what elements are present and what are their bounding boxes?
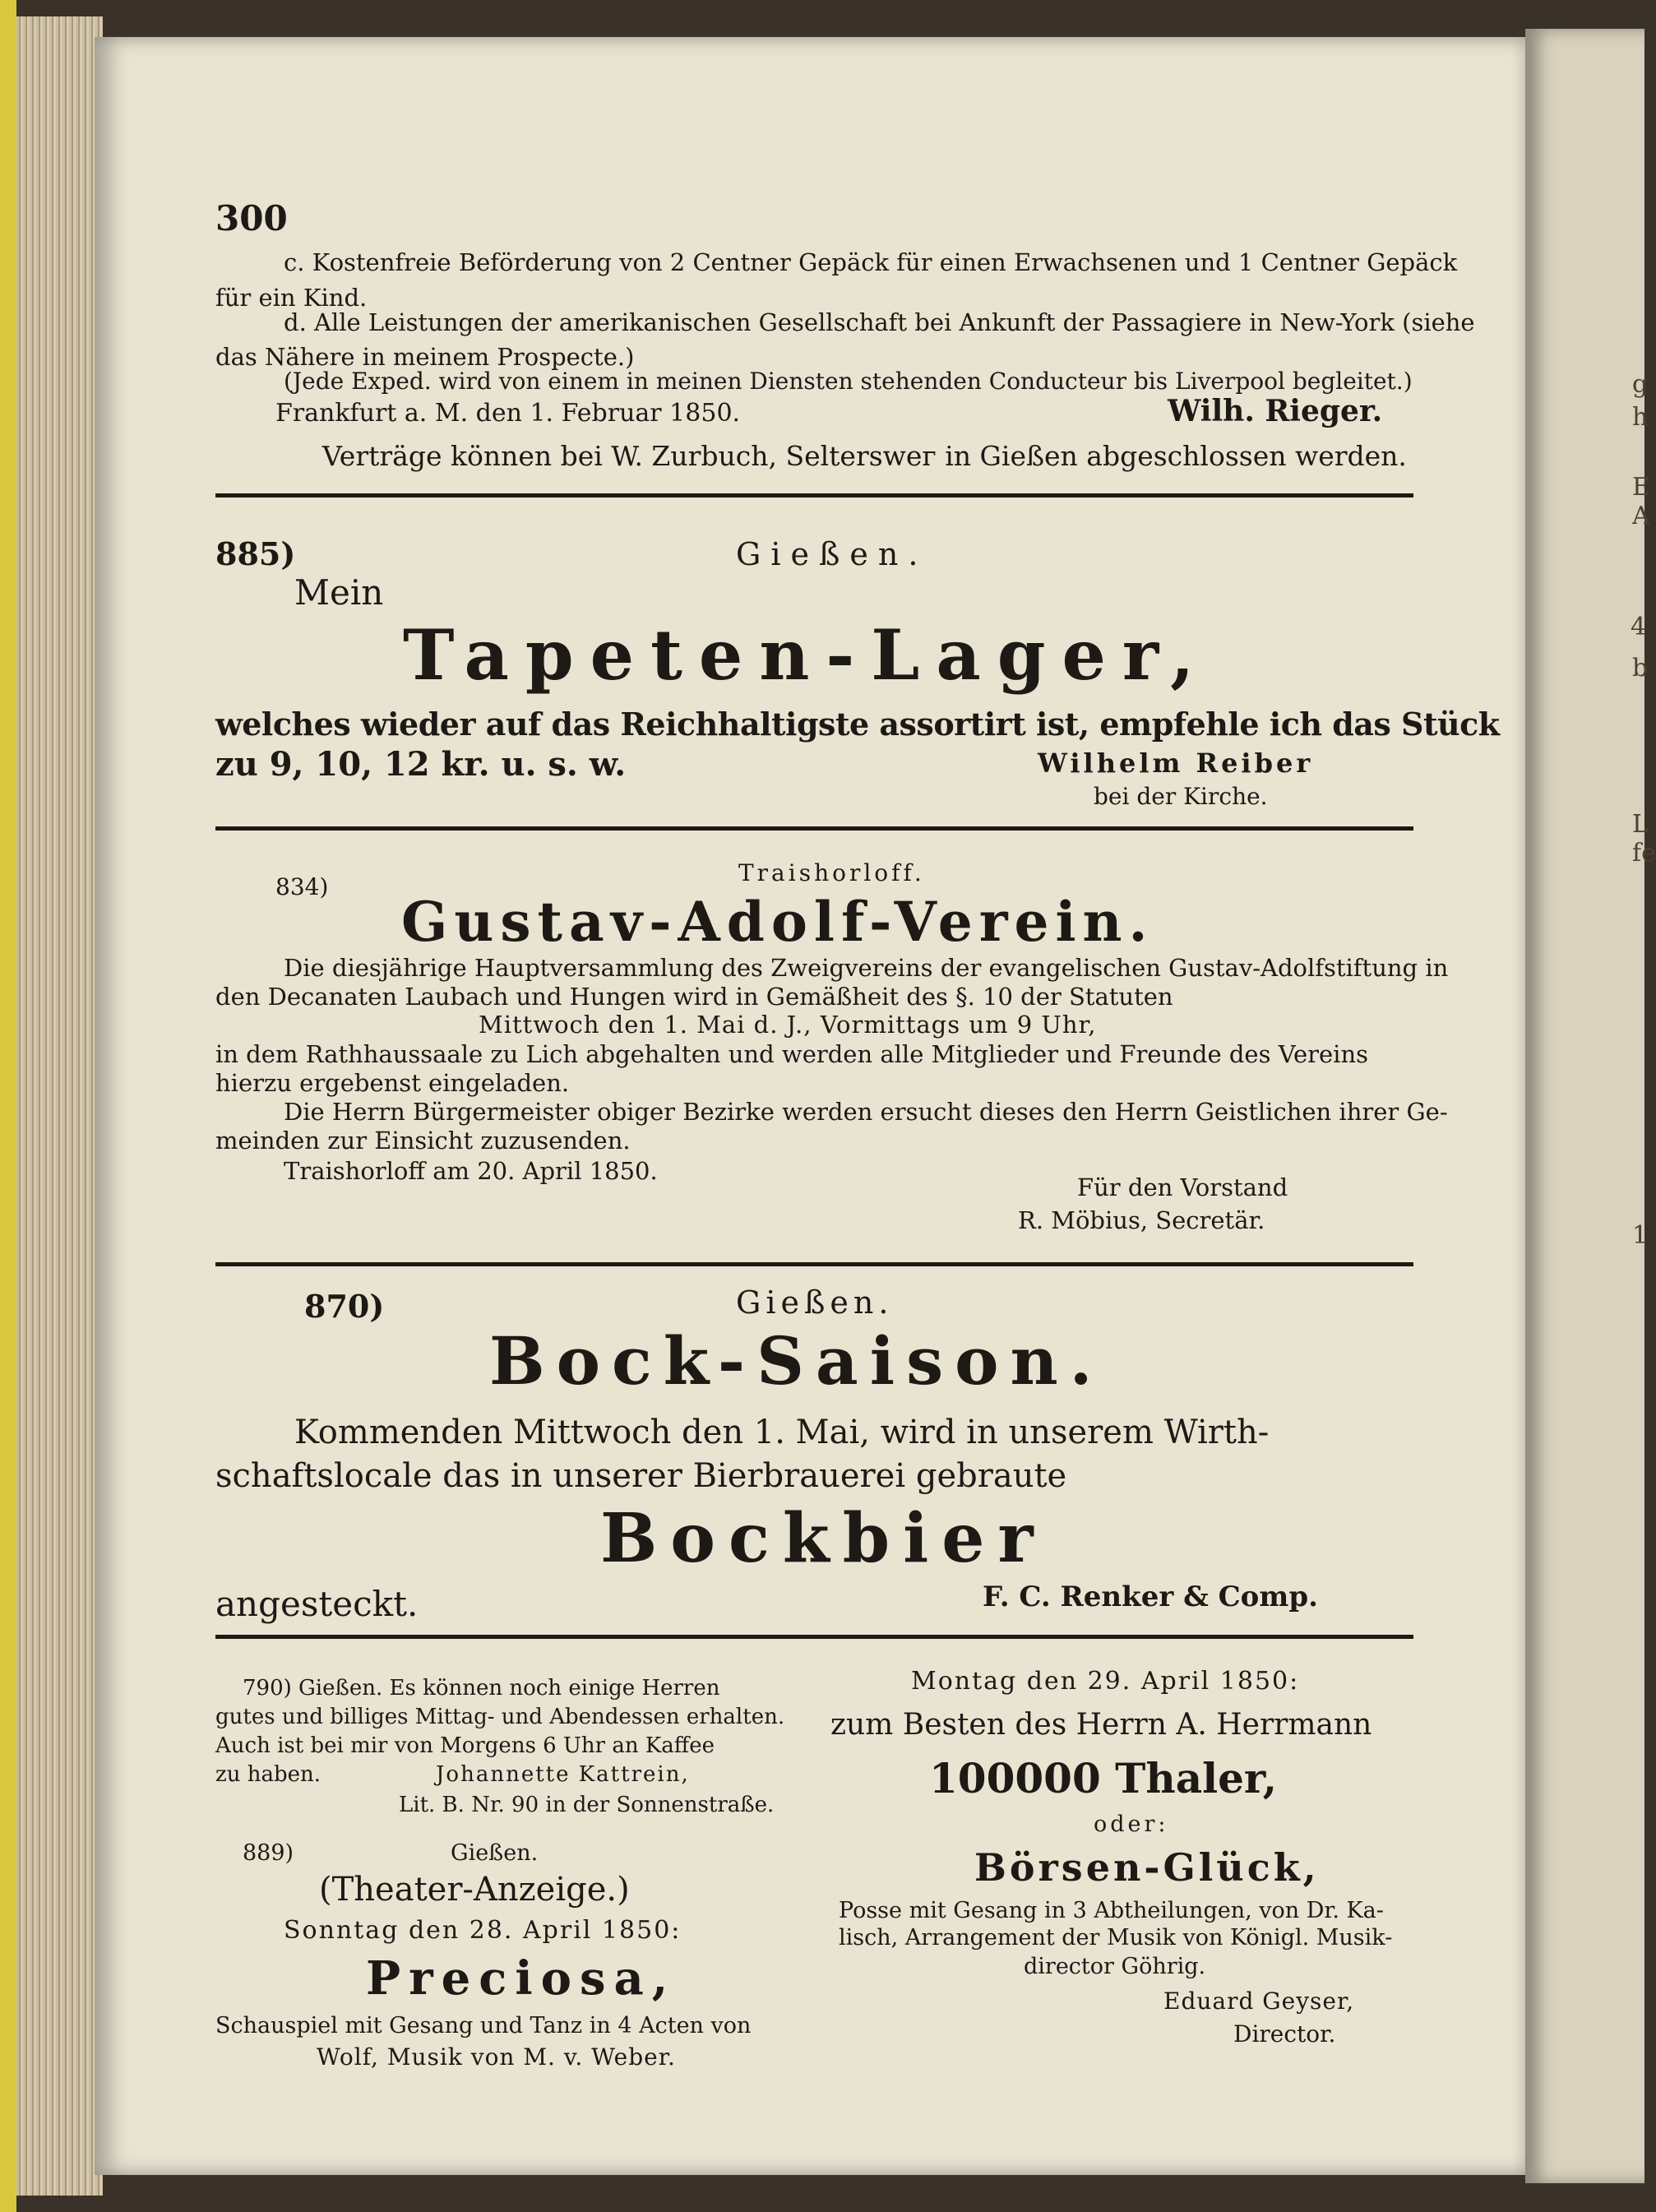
ad-date: Sonntag den 28. April 1850: <box>284 1916 682 1945</box>
ad-body: hierzu ergebenst eingeladen. <box>215 1069 570 1097</box>
ad-place: Traishorloff. <box>738 859 925 886</box>
ad-body: zum Besten des Herrn A. Herrmann <box>830 1708 1372 1742</box>
ad-address: Lit. B. Nr. 90 in der Sonnenstraße. <box>399 1793 775 1817</box>
ad-title: Börsen-Glück, <box>974 1845 1320 1890</box>
ad-body: den Decanaten Laubach und Hungen wird in Gemäßheit des §. 10 der Statuten <box>215 983 1173 1011</box>
ad-body: welches wieder auf das Reichhaltigste assortirt ist, empfehle ich das Stück <box>215 706 1500 743</box>
ad-body: gutes und billiges Mittag- und Abendessen erhalten. <box>215 1705 785 1729</box>
page-stack-edge <box>16 16 103 2196</box>
ad-body: Die diesjährige Hauptversammlung des Zweigvereins der evangelischen Gustav-Adolfstiftung in <box>284 954 1449 982</box>
ad-body: Traishorloff am 20. April 1850. <box>284 1157 658 1185</box>
ad-signer-role: Director. <box>1233 2020 1336 2048</box>
ad-oder: oder: <box>1094 1812 1169 1837</box>
intro-line: c. Kostenfreie Beförderung von 2 Centner Gepäck für einen Erwachsenen und 1 Centner Gepäck <box>284 248 1458 276</box>
ad-headline: Gustav-Adolf-Verein. <box>401 890 1154 954</box>
intro-line: das Nähere in meinem Prospecte.) <box>215 343 635 371</box>
intro-place-date: Frankfurt a. M. den 1. Februar 1850. <box>275 399 741 428</box>
page-number: 300 <box>215 198 288 238</box>
divider-rule <box>215 826 1413 831</box>
intro-line: d. Alle Leistungen der amerikanischen Gesellschaft bei Ankunft der Passagiere in New-York (siehe <box>284 308 1475 336</box>
ad-signer: R. Möbius, Secretär. <box>1018 1206 1265 1234</box>
intro-line: für ein Kind. <box>215 284 368 312</box>
ad-number: 889) <box>243 1840 294 1866</box>
ad-number: 870) <box>304 1288 385 1325</box>
ad-body: meinden zur Einsicht zuzusenden. <box>215 1127 631 1155</box>
ad-body: in dem Rathhaussaale zu Lich abgehalten und werden alle Mitglieder und Freunde des Vereins <box>215 1040 1368 1068</box>
ad-body: schaftslocale das in unserer Bierbrauerei gebraute <box>215 1457 1067 1495</box>
ad-body: zu haben. <box>215 1762 321 1787</box>
ad-body: Auch ist bei mir von Morgens 6 Uhr an Kaffee <box>215 1733 715 1758</box>
ad-mein: Mein <box>294 572 384 613</box>
ad-number: 885) <box>215 535 296 572</box>
ad-place: Gießen. <box>736 536 928 572</box>
ad-body: angesteckt. <box>215 1584 419 1624</box>
intro-line: (Jede Exped. wird von einem in meinen Diensten stehenden Conducteur bis Liverpool begleitet.) <box>284 368 1413 395</box>
ad-body: zu 9, 10, 12 kr. u. s. w. <box>215 745 627 784</box>
ad-date: Montag den 29. April 1850: <box>911 1667 1300 1696</box>
ad-body: 790) Gießen. Es können noch einige Herren <box>243 1676 720 1701</box>
ad-number: 834) <box>275 873 329 900</box>
ad-body: Posse mit Gesang in 3 Abtheilungen, von Dr. Ka- <box>839 1898 1384 1923</box>
divider-rule <box>215 1262 1413 1266</box>
intro-signature: Wilh. Rieger. <box>1168 394 1383 428</box>
ad-headline: Bock-Saison. <box>489 1322 1104 1400</box>
ad-body: Die Herrn Bürgermeister obiger Bezirke werden ersucht dieses den Herrn Geistlichen ihrer Ge- <box>284 1098 1448 1126</box>
ad-signer: F. C. Renker & Comp. <box>983 1580 1318 1613</box>
ad-signer: Wilhelm Reiber <box>1038 747 1314 779</box>
ad-big-word: Bockbier <box>600 1499 1047 1578</box>
ad-body: director Göhrig. <box>1024 1954 1206 1979</box>
ad-body: Mittwoch den 1. Mai d. J., Vormittags um 9 Uhr, <box>479 1011 1097 1039</box>
ad-body: lisch, Arrangement der Musik von Königl. Musik- <box>839 1925 1393 1951</box>
ad-signer-location: bei der Kirche. <box>1094 783 1268 810</box>
ad-body: Schauspiel mit Gesang und Tanz in 4 Acten von <box>215 2013 752 2038</box>
ad-signer: Für den Vorstand <box>1077 1173 1288 1201</box>
intro-contracts: Verträge können bei W. Zurbuch, Selterswег in Gießen abgeschlossen werden. <box>322 440 1407 472</box>
ad-signer: Johannette Kattrein, <box>436 1762 690 1787</box>
book-edge-yellow <box>0 0 16 2212</box>
ad-signer: Eduard Geyser, <box>1163 1988 1355 2015</box>
divider-rule <box>215 1635 1413 1639</box>
ad-heading: (Theater-Anzeige.) <box>319 1871 630 1909</box>
ad-body: Kommenden Mittwoch den 1. Mai, wird in unserem Wirth- <box>294 1414 1270 1451</box>
facing-page: g h E A 4 b L fe 1 <box>1525 29 1644 2183</box>
divider-rule <box>215 493 1413 497</box>
ad-place: Gießen. <box>451 1840 539 1866</box>
ad-title: Preciosa, <box>366 1951 677 2006</box>
ad-place: Gießen. <box>736 1284 894 1321</box>
ad-title: 100000 Thaler, <box>929 1754 1278 1802</box>
ad-headline: Tapeten-Lager, <box>403 614 1211 696</box>
ad-body: Wolf, Musik von M. v. Weber. <box>317 2043 676 2071</box>
